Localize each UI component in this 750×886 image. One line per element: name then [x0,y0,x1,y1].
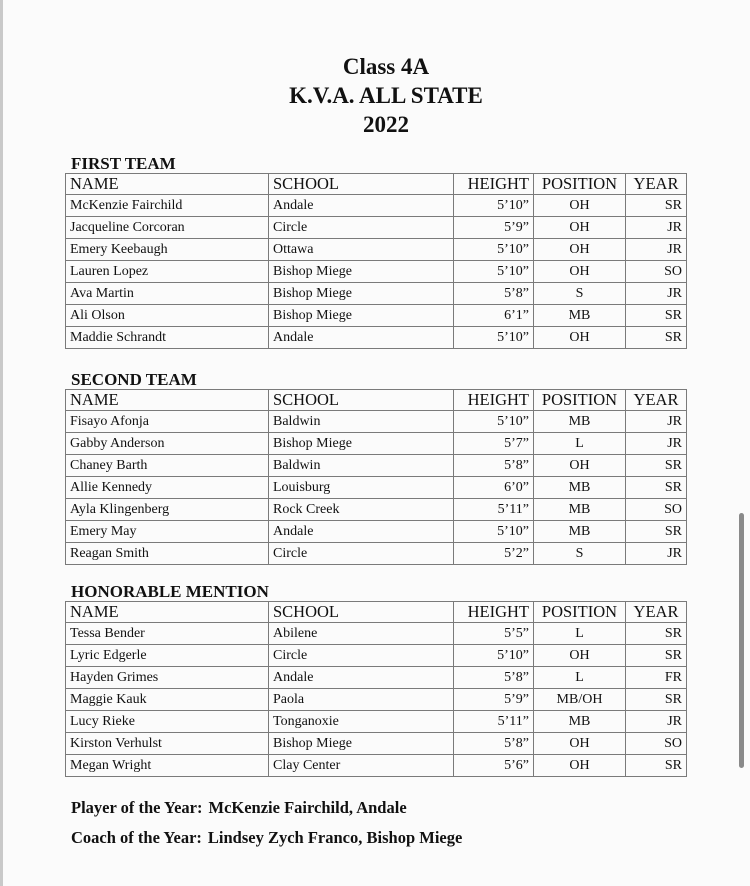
table-row [66,239,687,261]
header-row [66,174,687,195]
player-position: OH [534,733,626,755]
player-name: Megan Wright [66,755,269,777]
player-position: L [534,623,626,645]
second-team-label: SECOND TEAM [71,370,197,389]
table-row [66,521,687,543]
player-year: SR [626,305,687,327]
player-name: Tessa Bender [66,623,269,645]
player-of-year [71,799,407,817]
player-year: SR [626,195,687,217]
col-year-header: YEAR [626,174,687,195]
col-school-header: SCHOOL [269,390,454,411]
player-school: Abilene [269,623,454,645]
table-row [66,667,687,689]
player-name: Ava Martin [66,283,269,305]
title-org: K.V.A. ALL STATE [289,83,483,108]
page-title [0,52,750,139]
player-name: McKenzie Fairchild [66,195,269,217]
vertical-scrollbar[interactable] [739,513,744,768]
player-height: 5’10” [454,195,534,217]
second-team-table [65,389,687,565]
table-row [66,543,687,565]
player-school: Louisburg [269,477,454,499]
player-name: Emery May [66,521,269,543]
col-height-header: HEIGHT [454,602,534,623]
player-year: SR [626,455,687,477]
player-school: Clay Center [269,755,454,777]
player-year: SR [626,521,687,543]
player-position: OH [534,645,626,667]
player-position: OH [534,755,626,777]
player-name: Maggie Kauk [66,689,269,711]
player-year: SO [626,261,687,283]
player-height: 5’9” [454,689,534,711]
honorable-mention-label: HONORABLE MENTION [71,582,269,601]
player-year: SO [626,733,687,755]
player-year: SR [626,755,687,777]
player-name: Jacqueline Corcoran [66,217,269,239]
table-row [66,499,687,521]
player-height: 5’11” [454,711,534,733]
table-row [66,645,687,667]
player-name: Gabby Anderson [66,433,269,455]
player-school: Andale [269,327,454,349]
player-school: Bishop Miege [269,283,454,305]
player-position: S [534,543,626,565]
col-year-header: YEAR [626,602,687,623]
player-name: Chaney Barth [66,455,269,477]
table-row [66,195,687,217]
col-name-header: NAME [66,390,269,411]
player-position: MB [534,477,626,499]
player-height: 5’6” [454,755,534,777]
col-year-header: YEAR [626,390,687,411]
player-school: Paola [269,689,454,711]
table-row [66,689,687,711]
player-name: Kirston Verhulst [66,733,269,755]
player-height: 5’10” [454,645,534,667]
player-height: 5’10” [454,239,534,261]
player-year: SR [626,623,687,645]
player-name: Allie Kennedy [66,477,269,499]
player-school: Rock Creek [269,499,454,521]
player-school: Circle [269,645,454,667]
player-school: Andale [269,521,454,543]
player-position: MB [534,499,626,521]
col-height-header: HEIGHT [454,174,534,195]
player-height: 6’0” [454,477,534,499]
player-position: MB [534,711,626,733]
table-row [66,755,687,777]
table-row [66,433,687,455]
player-year: JR [626,543,687,565]
table-row [66,733,687,755]
player-height: 5’8” [454,283,534,305]
player-school: Ottawa [269,239,454,261]
player-position: MB [534,305,626,327]
coach-of-year-label: Coach of the Year: [71,828,202,847]
second-team-rows [66,411,687,565]
coach-of-year [71,829,462,847]
player-height: 5’11” [454,499,534,521]
header-row [66,390,687,411]
player-school: Bishop Miege [269,305,454,327]
table-row [66,623,687,645]
player-of-year-label: Player of the Year: [71,798,203,817]
player-name: Ayla Klingenberg [66,499,269,521]
first-team-table [65,173,687,349]
player-year: JR [626,411,687,433]
player-position: MB [534,411,626,433]
player-school: Circle [269,217,454,239]
player-year: SR [626,477,687,499]
col-height-header: HEIGHT [454,390,534,411]
player-name: Fisayo Afonja [66,411,269,433]
table-row [66,477,687,499]
player-position: OH [534,327,626,349]
player-year: SO [626,499,687,521]
player-name: Hayden Grimes [66,667,269,689]
table-row [66,283,687,305]
title-class: Class 4A [342,54,430,79]
player-school: Andale [269,667,454,689]
player-position: MB [534,521,626,543]
col-position-header: POSITION [534,390,626,411]
col-name-header: NAME [66,602,269,623]
first-team-label: FIRST TEAM [71,154,176,173]
title-year: 2022 [363,112,409,137]
player-height: 5’10” [454,261,534,283]
player-year: SR [626,689,687,711]
player-height: 5’2” [454,543,534,565]
col-position-header: POSITION [534,602,626,623]
player-school: Circle [269,543,454,565]
player-school: Andale [269,195,454,217]
player-position: OH [534,195,626,217]
player-of-year-value: McKenzie Fairchild, Andale [208,798,407,817]
player-school: Bishop Miege [269,433,454,455]
player-height: 5’9” [454,217,534,239]
player-year: JR [626,217,687,239]
player-height: 5’8” [454,667,534,689]
player-year: JR [626,283,687,305]
player-year: SR [626,327,687,349]
player-position: OH [534,455,626,477]
player-position: L [534,667,626,689]
table-row [66,217,687,239]
honorable-mention-table [65,601,687,777]
player-name: Maddie Schrandt [66,327,269,349]
player-name: Ali Olson [66,305,269,327]
player-name: Lucy Rieke [66,711,269,733]
table-row [66,261,687,283]
player-year: JR [626,711,687,733]
player-position: OH [534,239,626,261]
player-position: S [534,283,626,305]
player-school: Tonganoxie [269,711,454,733]
table-row [66,455,687,477]
col-name-header: NAME [66,174,269,195]
player-position: OH [534,261,626,283]
player-height: 5’10” [454,411,534,433]
player-school: Bishop Miege [269,261,454,283]
table-row [66,711,687,733]
player-school: Baldwin [269,455,454,477]
honorable-mention-rows [66,623,687,777]
player-height: 5’8” [454,455,534,477]
col-school-header: SCHOOL [269,602,454,623]
player-height: 5’10” [454,521,534,543]
player-name: Emery Keebaugh [66,239,269,261]
player-year: JR [626,433,687,455]
player-height: 5’5” [454,623,534,645]
table-row [66,305,687,327]
player-year: FR [626,667,687,689]
table-row [66,411,687,433]
player-name: Reagan Smith [66,543,269,565]
player-position: OH [534,217,626,239]
player-height: 6’1” [454,305,534,327]
player-height: 5’7” [454,433,534,455]
player-position: L [534,433,626,455]
col-school-header: SCHOOL [269,174,454,195]
player-year: JR [626,239,687,261]
first-team-rows [66,195,687,349]
player-name: Lauren Lopez [66,261,269,283]
header-row [66,602,687,623]
col-position-header: POSITION [534,174,626,195]
coach-of-year-value: Lindsey Zych Franco, Bishop Miege [207,828,463,847]
player-name: Lyric Edgerle [66,645,269,667]
player-school: Baldwin [269,411,454,433]
player-position: MB/OH [534,689,626,711]
player-school: Bishop Miege [269,733,454,755]
player-height: 5’8” [454,733,534,755]
table-row [66,327,687,349]
player-height: 5’10” [454,327,534,349]
player-year: SR [626,645,687,667]
